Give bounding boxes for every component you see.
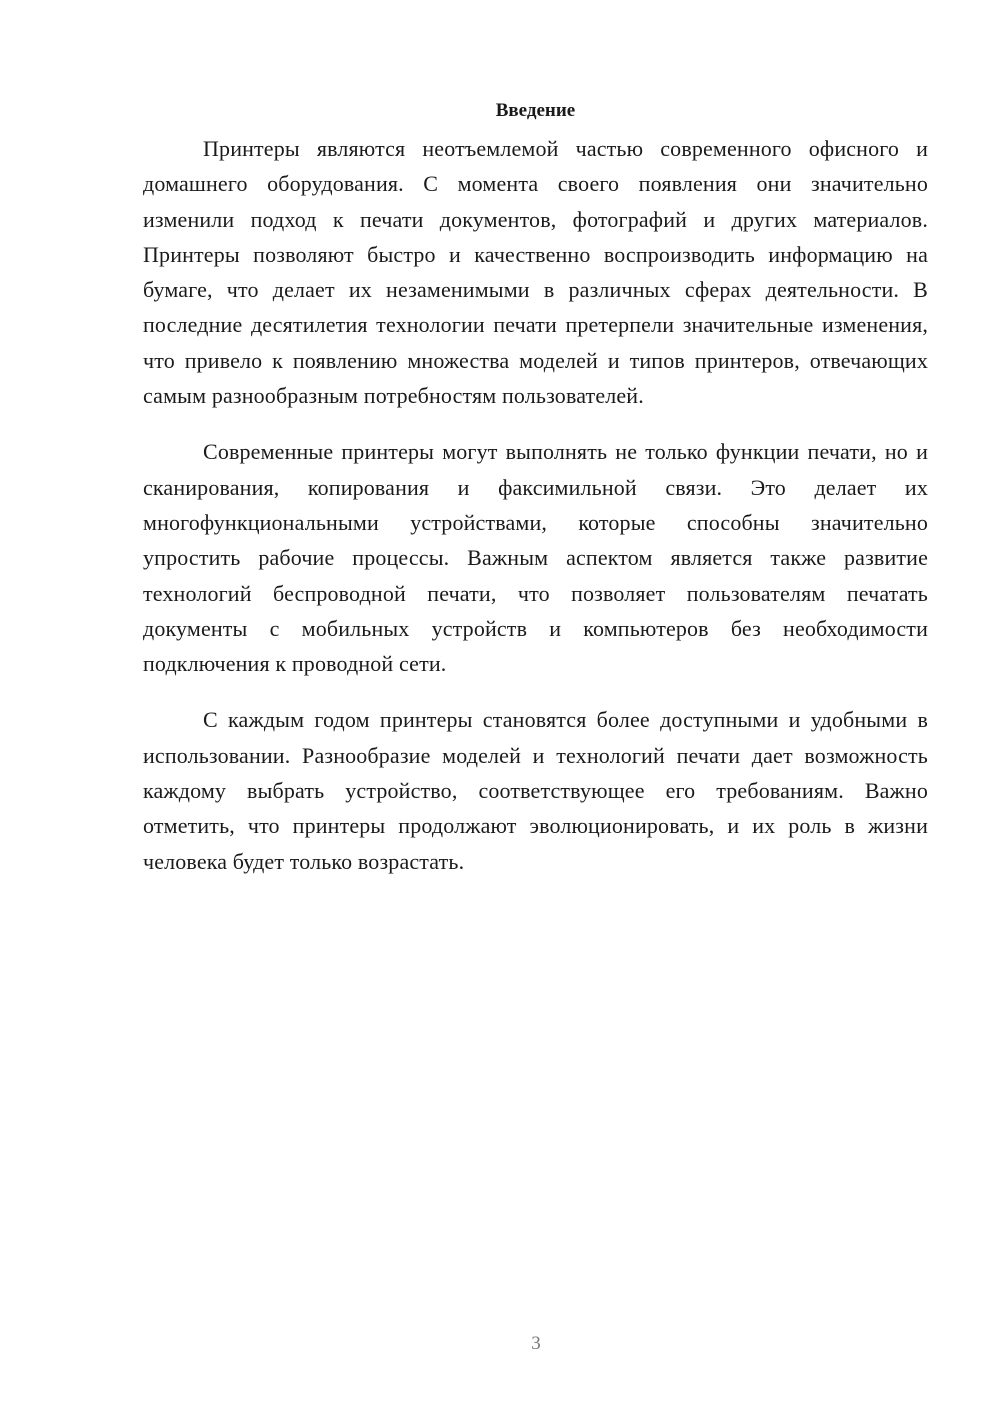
paragraph-2: Современные принтеры могут выполнять не только функции печати, но и сканирования, копирования и факсимильной связи. Это делает их многофункциональными устройствами, которые способны значительно упростить рабочие процессы. Важным аспектом является также развитие технологий беспроводной печати, что позволяет пользователям печатать документы с мобильных устройств и компьютеров без необходимости подключения к проводной сети.: [143, 439, 928, 677]
page-number: 3: [531, 1333, 541, 1354]
paragraph-1: Принтеры являются неотъемлемой частью современного офисного и домашнего оборудования. С момента своего появления они значительно изменили подход к печати документов, фотографий и других материалов. Принтеры позволяют быстро и качественно воспроизводить информацию на бумаге, что делает их незаменимыми в различных сферах деятельности. В последние десятилетия технологии печати претерпели значительные изменения, что привело к появлению множества моделей и типов принтеров, отвечающих самым разнообразным потребностям пользователей.: [143, 136, 928, 409]
paragraph-3: С каждым годом принтеры становятся более доступными и удобными в использовании. Разнообразие моделей и технологий печати дает возможность каждому выбрать устройство, соответствующее его требованиям. Важно отметить, что принтеры продолжают эволюционировать, и их роль в жизни человека будет только возрастать.: [143, 707, 928, 874]
page-content: [143, 96, 928, 900]
section-heading: Введение: [495, 100, 576, 121]
